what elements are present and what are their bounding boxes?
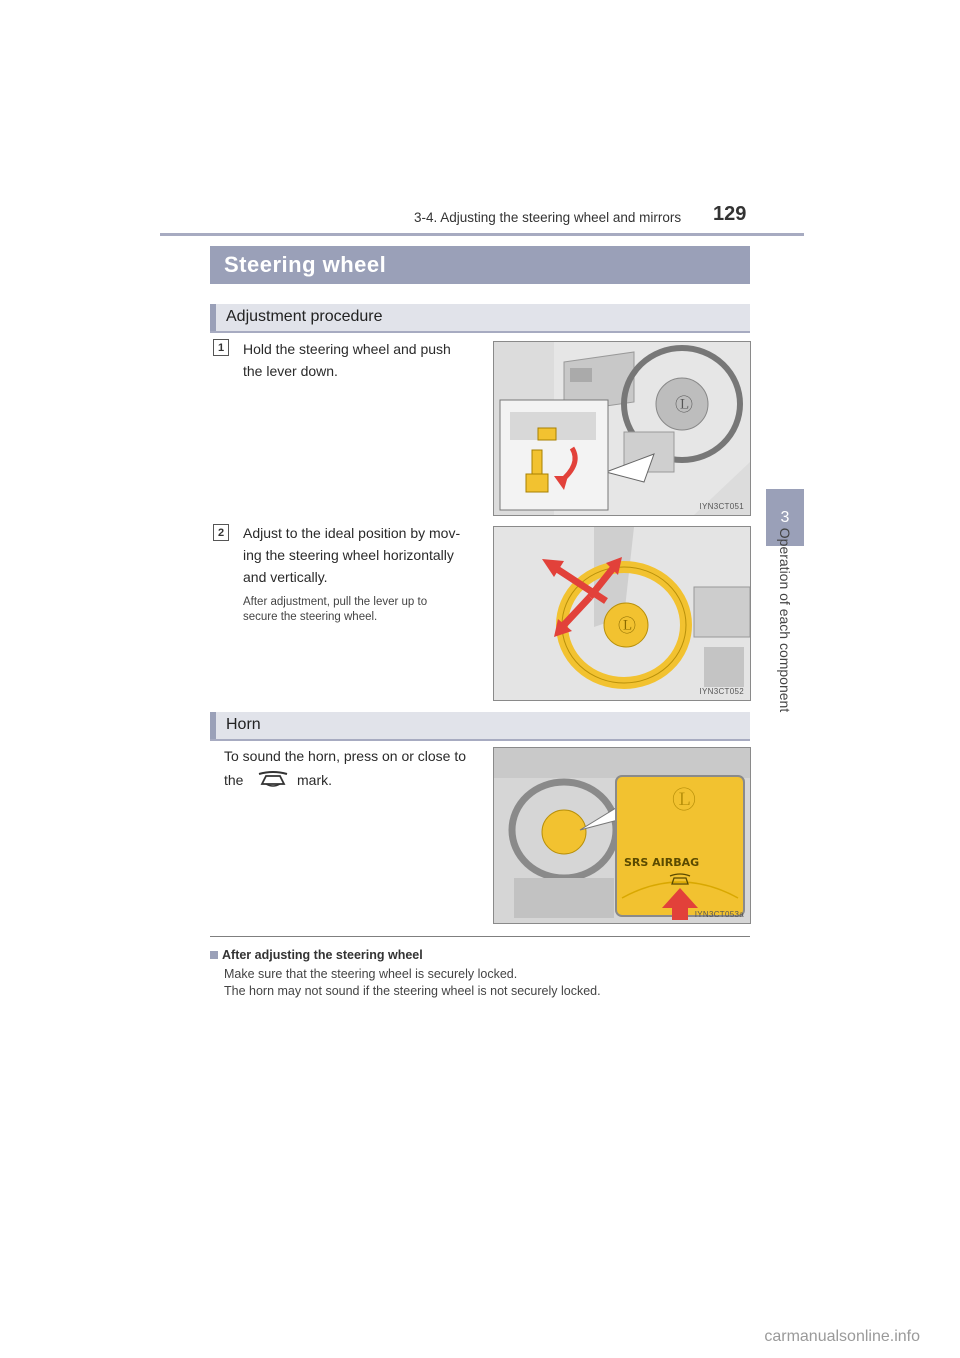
subsection-title: Adjustment procedure: [226, 308, 383, 325]
step-2-note: [243, 595, 480, 625]
figure-code-1: IYN3CT051: [699, 502, 744, 511]
watermark[interactable]: carmanualsonline.info: [764, 1328, 920, 1345]
step-2-line-1: Adjust to the ideal position by mov-: [243, 525, 461, 541]
horn-line-2: [224, 769, 480, 791]
horn-line-1: To sound the horn, press on or close to: [224, 748, 467, 764]
notes-heading-text: After adjusting the steering wheel: [222, 948, 423, 962]
step-2-line-3: and vertically.: [243, 569, 328, 585]
svg-text:Ⓛ: Ⓛ: [672, 786, 696, 814]
notes-heading: [210, 948, 423, 962]
horn-text-pre: the: [224, 772, 244, 788]
notes-line-1: Make sure that the steering wheel is securely locked.: [224, 967, 518, 981]
step-2-note-line-2: secure the steering wheel.: [243, 611, 378, 623]
horn-text-post: mark.: [297, 772, 332, 788]
figure-adjust-illustration: [494, 527, 750, 700]
header-rule: [160, 233, 804, 236]
subsection-bar-horn: [210, 712, 750, 741]
section-title: Steering wheel: [224, 252, 387, 277]
figure-lever-down: [493, 341, 751, 516]
step-2-line-2: ing the steering wheel horizontally: [243, 547, 454, 563]
horn-text: [224, 745, 480, 791]
subsection-title-horn: Horn: [226, 716, 261, 733]
step-2-note-line-1: After adjustment, pull the lever up to: [243, 596, 428, 608]
chapter-label: Operation of each component: [777, 527, 793, 713]
step-1-line-1: Hold the steering wheel and push: [243, 341, 451, 357]
step-1-line-2: the lever down.: [243, 363, 338, 379]
subsection-bar-adjustment: [210, 304, 750, 333]
figure-code-3: IYN3CT053a: [694, 910, 744, 919]
step-1-text: [243, 338, 480, 382]
chapter-number: 3: [780, 508, 790, 526]
figure-lever-illustration: [494, 342, 750, 515]
svg-text:Ⓛ: Ⓛ: [675, 395, 693, 416]
section-title-bar: [210, 246, 750, 284]
figure-code-2: IYN3CT052: [699, 687, 744, 696]
notes-line-2: The horn may not sound if the steering wheel is not securely locked.: [224, 984, 601, 998]
step-number-2: 2: [213, 524, 229, 541]
horn-icon: [256, 768, 290, 796]
svg-text:Ⓛ: Ⓛ: [618, 616, 636, 637]
srs-airbag-label: SRS AIRBAG: [624, 856, 700, 869]
figure-horn-illustration: [494, 748, 750, 923]
bullet-square-icon: [210, 951, 218, 959]
notes-rule: [210, 936, 750, 937]
figure-adjust-position: [493, 526, 751, 701]
figure-horn: [493, 747, 751, 924]
page-number: 129: [713, 203, 747, 225]
running-header-title: 3-4. Adjusting the steering wheel and mirrors: [414, 210, 682, 225]
step-number-1: 1: [213, 339, 229, 356]
step-2-text: [243, 522, 480, 588]
